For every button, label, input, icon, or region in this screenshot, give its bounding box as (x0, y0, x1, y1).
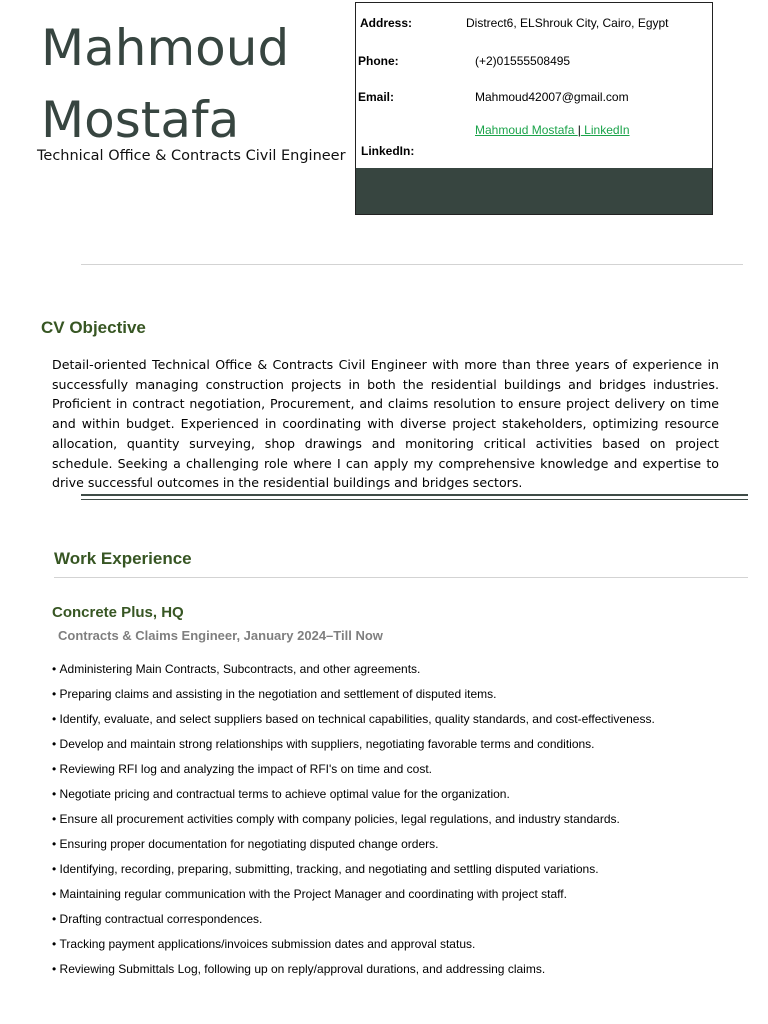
header-divider (81, 264, 743, 265)
work-experience-heading: Work Experience (54, 549, 192, 568)
name-first: Mahmoud (41, 19, 290, 77)
duty-item: • Preparing claims and assisting in the negotiation and settlement of disputed items. (52, 687, 655, 712)
duty-item: • Ensure all procurement activities comply with company policies, legal regulations, and industry standards. (52, 812, 655, 837)
phone-label: Phone: (358, 54, 399, 68)
contact-box (355, 2, 713, 215)
duty-item: • Develop and maintain strong relationships with suppliers, negotiating favorable terms and conditions. (52, 737, 655, 762)
duties-list (52, 662, 655, 987)
objective-text: Detail-oriented Technical Office & Contracts Civil Engineer with more than three years of experience in successfully managing construction projects in both the residential buildings and bridges industries. Proficient in contract negotiation, Procurement, and claims resolution to ensure project delivery on time and within budget. Experienced in coordinating with diverse project stakeholders, optimizing resource allocation, quantity surveying, shop drawings and monitoring critical activities based on project schedule. Seeking a challenging role where I can apply my comprehensive knowledge and expertise to drive successful outcomes in the residential buildings and bridges sectors. (52, 357, 719, 491)
work-heading-underline (54, 577, 748, 578)
duty-item: • Maintaining regular communication with the Project Manager and coordinating with project staff. (52, 887, 655, 912)
duty-item: • Reviewing Submittals Log, following up on reply/approval durations, and addressing claims. (52, 962, 655, 987)
candidate-name (41, 12, 289, 156)
section-divider-thin (81, 499, 748, 500)
linkedin-label: LinkedIn: (361, 144, 415, 158)
address-label: Address: (360, 16, 413, 30)
linkedin-link[interactable] (475, 123, 630, 137)
linkedin-separator: | (577, 123, 581, 137)
phone-value: (+2)01555508495 (475, 54, 571, 68)
email-label: Email: (358, 90, 395, 104)
role-and-dates: Contracts & Claims Engineer, January 2024–Till Now (58, 628, 383, 643)
name-last: Mostafa (41, 91, 240, 149)
section-divider-thick (81, 494, 748, 496)
linkedin-name[interactable]: Mahmoud Mostafa (475, 123, 578, 137)
address-value: Distrect6, ELShrouk City, Cairo, Egypt (466, 16, 669, 30)
duty-item: • Identify, evaluate, and select suppliers based on technical capabilities, quality standards, and cost-effectiveness. (52, 712, 655, 737)
job-title: Technical Office & Contracts Civil Engineer (37, 148, 346, 164)
email-value: Mahmoud42007@gmail.com (475, 90, 629, 104)
contact-footer-band (356, 168, 712, 214)
company-name: Concrete Plus, HQ (52, 604, 184, 621)
duty-item: • Negotiate pricing and contractual terms to achieve optimal value for the organization. (52, 787, 655, 812)
linkedin-text[interactable]: LinkedIn (580, 123, 630, 137)
duty-item: • Tracking payment applications/invoices submission dates and approval status. (52, 937, 655, 962)
duty-item: • Administering Main Contracts, Subcontracts, and other agreements. (52, 662, 655, 687)
duty-item: • Identifying, recording, preparing, submitting, tracking, and negotiating and settling disputed variations. (52, 862, 655, 887)
duty-item: • Reviewing RFI log and analyzing the impact of RFI's on time and cost. (52, 762, 655, 787)
objective-heading: CV Objective (41, 318, 146, 337)
duty-item: • Drafting contractual correspondences. (52, 912, 655, 937)
duty-item: • Ensuring proper documentation for negotiating disputed change orders. (52, 837, 655, 862)
